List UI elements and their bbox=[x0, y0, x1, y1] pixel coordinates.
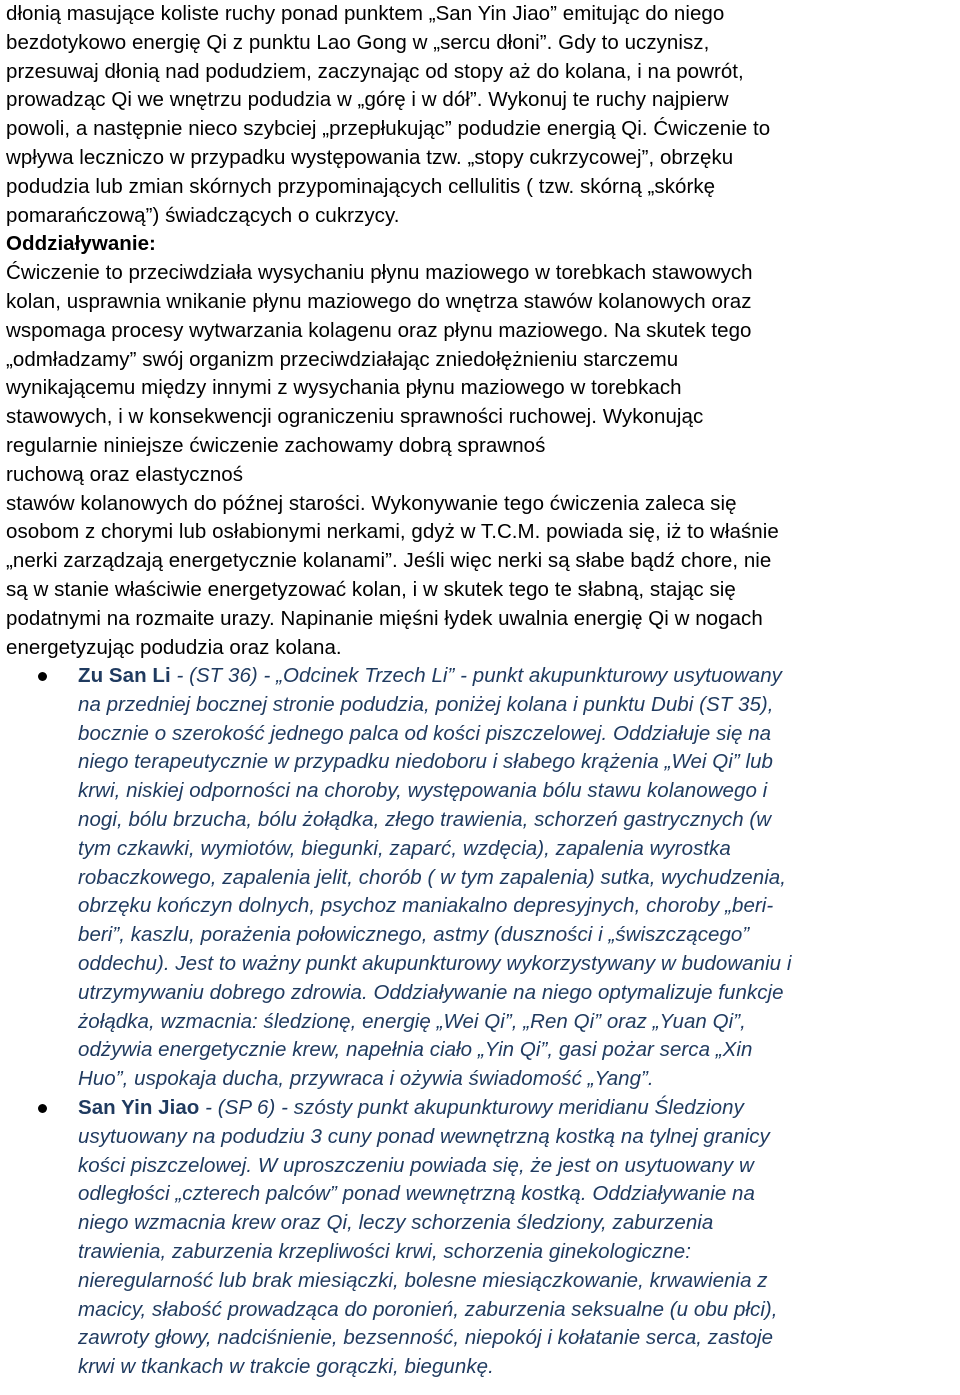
text-line: wynikającemu między innymi z wysychania płynu maziowego w torebkach bbox=[6, 376, 682, 400]
text-line: prowadząc Qi we wnętrzu podudzia w „górę i w dół”. Wykonuj te ruchy najpierw bbox=[6, 88, 729, 112]
text-line: są w stanie właściwie energetyzować kolan, i w skutek tego te słabną, stając się bbox=[6, 577, 736, 601]
text-line: podudzia lub zmian skórnych przypominających cellulitis ( tzw. skórną „skórkę bbox=[6, 174, 716, 198]
point-intro: - (ST 36) - „Odcinek Trzech Li” - punkt akupunkturowy usytuowany bbox=[170, 664, 782, 687]
text-line: niego wzmacnia krew oraz Qi, leczy schorzenia śledziony, zaburzenia bbox=[78, 1211, 714, 1235]
text-line: robaczkowego, zapalenia jelit, chorób ( w tym zapalenia) sutka, wychudzenia, bbox=[78, 865, 786, 889]
text-line: kości piszczelowej. W uproszczeniu powiada się, że jest on usytuowany w bbox=[78, 1153, 754, 1177]
text-line: Ćwiczenie to przeciwdziała wysychaniu płynu maziowego w torebkach stawowych bbox=[6, 261, 753, 285]
text-line: dłonią masujące koliste ruchy ponad punktem „San Yin Jiao” emitując do niego bbox=[6, 2, 725, 25]
text-line: trawienia, zaburzenia krzepliwości krwi, schorzenia ginekologiczne: bbox=[78, 1239, 691, 1263]
bullet-first-line bbox=[78, 662, 960, 691]
text-line: żołądka, wzmacnia: śledzionę, energię „Wei Qi”, „Ren Qi” oraz „Yuan Qi”, bbox=[78, 1009, 746, 1033]
text-line: „nerki zarządzają energetycznie kolanami”. Jeśli więc nerki są słabe bądź chore, nie bbox=[6, 549, 772, 573]
text-line: „odmładzamy” swój organizm przeciwdziałając zniedołężnieniu starczemu bbox=[6, 347, 679, 371]
text-line: usytuowany na podudziu 3 cuny ponad wewnętrzną kostką na tylnej granicy bbox=[78, 1124, 770, 1148]
bullet-dot-icon bbox=[38, 672, 47, 681]
text-line: podatnymi na rozmaite urazy. Napinanie mięśni łydek uwalnia energię Qi w nogach bbox=[6, 606, 763, 630]
bullet-first-line bbox=[78, 1094, 960, 1123]
text-line: energetyzując podudzia oraz kolana. bbox=[6, 635, 342, 659]
text-line: nogi, bólu brzucha, bólu żołądka, złego trawienia, schorzeń gastrycznych (w bbox=[78, 807, 772, 831]
text-line: bocznie o szerokość jednego palca od kości piszczelowej. Oddziałuje się na bbox=[78, 721, 772, 745]
text-line: oddechu). Jest to ważny punkt akupunkturowy wykorzystywany w budowaniu i bbox=[78, 951, 792, 975]
text-line: przesuwaj dłonią nad podudziem, zaczynając od stopy aż do kolana, i na powrót, bbox=[6, 59, 744, 83]
list-item-san-yin-jiao bbox=[0, 1094, 960, 1382]
text-line: nieregularność lub brak miesiączki, bolesne miesiączkowanie, krwawienia z bbox=[78, 1268, 768, 1292]
point-name: San Yin Jiao bbox=[78, 1095, 200, 1119]
text-line: odżywia energetycznie krew, napełnia ciało „Yin Qi”, gasi pożar serca „Xin bbox=[78, 1038, 753, 1062]
section-heading: Oddziaływanie: bbox=[6, 232, 156, 256]
text-line: krwi w tkankach w trakcie gorączki, biegunkę. bbox=[78, 1355, 494, 1379]
text-line: macicy, słabość prowadząca do poronień, zaburzenia seksualne (u obu płci), bbox=[78, 1297, 778, 1321]
text-line: regularnie niniejsze ćwiczenie zachowamy dobrą sprawnoś bbox=[6, 433, 546, 457]
text-line: krwi, niskiej odporności na choroby, występowania bólu stawu kolanowego i bbox=[78, 779, 768, 803]
paragraph-top bbox=[6, 0, 956, 230]
text-line: pomarańczową”) świadczących o cukrzycy. bbox=[6, 203, 400, 227]
text-line: stawów kolanowych do późnej starości. Wykonywanie tego ćwiczenia zaleca się bbox=[6, 491, 737, 515]
text-line: powoli, a następnie nieco szybciej „przepłukując” podudzie energią Qi. Ćwiczenie to bbox=[6, 117, 771, 141]
text-line: Huo”, uspokaja ducha, przywraca i ożywia świadomość „Yang”. bbox=[78, 1067, 654, 1091]
text-line: wspomaga procesy wytwarzania kolagenu oraz płynu maziowego. Na skutek tego bbox=[6, 318, 752, 342]
text-line: niego terapeutycznie w przypadku niedoboru i słabego krążenia „Wei Qi” lub bbox=[78, 750, 774, 774]
point-intro: - (SP 6) - szósty punkt akupunkturowy meridianu Śledziony bbox=[199, 1095, 744, 1119]
point-name: Zu San Li bbox=[78, 664, 171, 687]
paragraph-effects bbox=[6, 259, 956, 662]
text-line: na przedniej bocznej stronie podudzia, poniżej kolana i punktu Dubi (ST 35), bbox=[78, 692, 774, 716]
text-line: kolan, usprawnia wnikanie płynu maziowego do wnętrza stawów kolanowych oraz bbox=[6, 289, 752, 313]
text-line: ruchową oraz elastycznoś bbox=[6, 462, 244, 486]
bullet-list bbox=[0, 662, 960, 1382]
text-line: odległości „czterech palców” ponad wewnętrzną kostką. Oddziaływanie na bbox=[78, 1182, 755, 1206]
list-item-zu-san-li bbox=[0, 662, 960, 1094]
text-line: wpływa leczniczo w przypadku występowania tzw. „stopy cukrzycowej”, obrzęku bbox=[6, 145, 734, 169]
text-line: osobom z chorymi lub osłabionymi nerkami, gdyż w T.C.M. powiada się, iż to właśnie bbox=[6, 520, 779, 544]
text-line: stawowych, i w konsekwencji ograniczeniu sprawności ruchowej. Wykonując bbox=[6, 405, 704, 429]
document-page bbox=[6, 0, 956, 662]
text-line: utrzymywaniu dobrego zdrowia. Oddziaływanie na niego optymalizuje funkcje bbox=[78, 980, 784, 1004]
text-line: zawroty głowy, nadciśnienie, bezsenność, niepokój i kołatanie serca, zastoje bbox=[78, 1326, 774, 1350]
text-line: obrzęku kończyn dolnych, psychoz maniakalno depresyjnych, choroby „beri- bbox=[78, 894, 774, 918]
text-line: tym czkawki, wymiotów, biegunki, zaparć, wzdęcia), zapalenia wyrostka bbox=[78, 836, 731, 860]
text-line: bezdotykowo energię Qi z punktu Lao Gong w „sercu dłoni”. Gdy to uczynisz, bbox=[6, 30, 710, 54]
text-line: beri”, kaszlu, porażenia połowicznego, astmy (duszności i „świszczącego” bbox=[78, 923, 750, 947]
bullet-dot-icon bbox=[38, 1104, 47, 1113]
